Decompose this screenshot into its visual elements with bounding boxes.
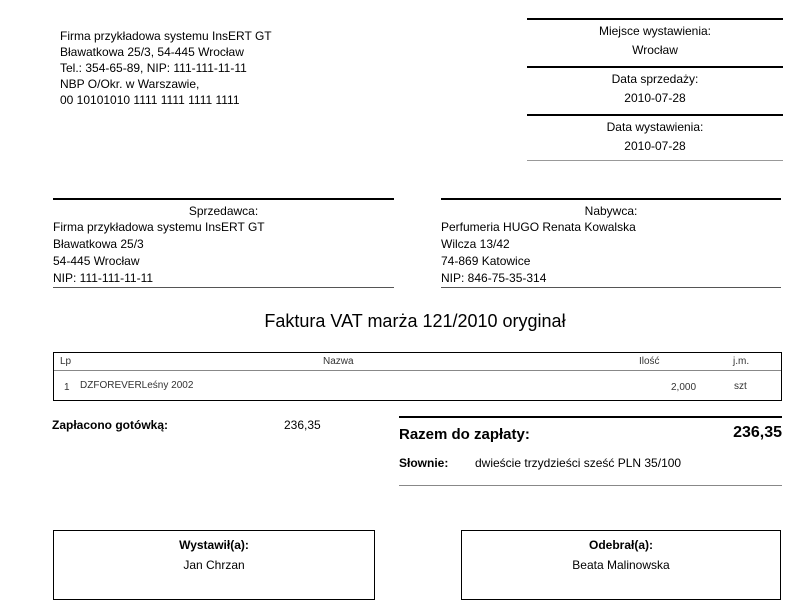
seller-heading: Sprzedawca: bbox=[53, 198, 394, 219]
seller-line: Bławatkowa 25/3 bbox=[53, 237, 144, 251]
issuer-line: Tel.: 354-65-89, NIP: 111-111-11-11 bbox=[60, 61, 247, 75]
issuer-line: Firma przykładowa systemu InsERT GT bbox=[60, 29, 272, 43]
col-qty-header: Ilość bbox=[639, 356, 660, 367]
issued-by-label: Wystawił(a): bbox=[179, 538, 249, 552]
issuer-line: 00 10101010 1111 1111 1111 1111 bbox=[60, 93, 240, 107]
table-row bbox=[54, 371, 781, 400]
row-lp: 1 bbox=[64, 382, 70, 393]
col-name-header: Nazwa bbox=[323, 356, 354, 367]
buyer-line: 74-869 Katowice bbox=[441, 254, 531, 268]
in-words-value: dwieście trzydzieści sześć PLN 35/100 bbox=[475, 456, 682, 470]
received-by-name: Beata Malinowska bbox=[572, 558, 670, 572]
paid-cash-value: 236,35 bbox=[284, 418, 321, 432]
row-unit: szt bbox=[734, 381, 747, 392]
place-label: Miejsce wystawienia: bbox=[598, 24, 712, 38]
buyer-heading: Nabywca: bbox=[441, 198, 781, 219]
issuer-block bbox=[60, 28, 272, 108]
buyer-line: Wilcza 13/42 bbox=[441, 237, 510, 251]
issued-by-name: Jan Chrzan bbox=[183, 558, 245, 572]
issue-date-label: Data wystawienia: bbox=[606, 120, 704, 134]
row-qty: 2,000 bbox=[671, 382, 697, 393]
total-block bbox=[399, 416, 782, 486]
issue-date-value: 2010-07-28 bbox=[624, 139, 686, 153]
issuer-line: Bławatkowa 25/3, 54-445 Wrocław bbox=[60, 45, 244, 59]
in-words-label: Słownie: bbox=[399, 456, 449, 470]
sale-date-box bbox=[527, 66, 783, 114]
buyer-line: NIP: 846-75-35-314 bbox=[441, 270, 781, 288]
seller-block bbox=[53, 198, 394, 288]
invoice-title: Faktura VAT marża 121/2010 oryginał bbox=[264, 311, 566, 331]
col-unit-header: j.m. bbox=[733, 356, 750, 367]
items-header-row bbox=[54, 353, 781, 371]
issue-date-box bbox=[527, 114, 783, 161]
issuer-line: NBP O/Okr. w Warszawie, bbox=[60, 77, 200, 91]
invoice-meta bbox=[527, 18, 783, 161]
place-value: Wrocław bbox=[632, 43, 678, 57]
received-by-box bbox=[461, 530, 781, 600]
items-table bbox=[53, 352, 782, 401]
sale-date-value: 2010-07-28 bbox=[624, 91, 686, 105]
sale-date-label: Data sprzedaży: bbox=[611, 72, 699, 86]
place-box bbox=[527, 18, 783, 66]
seller-line: 54-445 Wrocław bbox=[53, 254, 140, 268]
total-label: Razem do zapłaty: bbox=[399, 426, 530, 443]
total-value: 236,35 bbox=[733, 424, 782, 441]
seller-line: NIP: 111-111-11-11 bbox=[53, 270, 394, 288]
buyer-line: Perfumeria HUGO Renata Kowalska bbox=[441, 220, 636, 234]
received-by-label: Odebrał(a): bbox=[588, 538, 653, 552]
seller-line: Firma przykładowa systemu InsERT GT bbox=[53, 220, 265, 234]
paid-cash-label: Zapłacono gotówką: bbox=[52, 418, 169, 432]
col-lp-header: Lp bbox=[60, 356, 72, 367]
row-name: DZFOREVERLeśny 2002 bbox=[80, 380, 194, 391]
issued-by-box bbox=[53, 530, 375, 600]
buyer-block bbox=[441, 198, 781, 288]
